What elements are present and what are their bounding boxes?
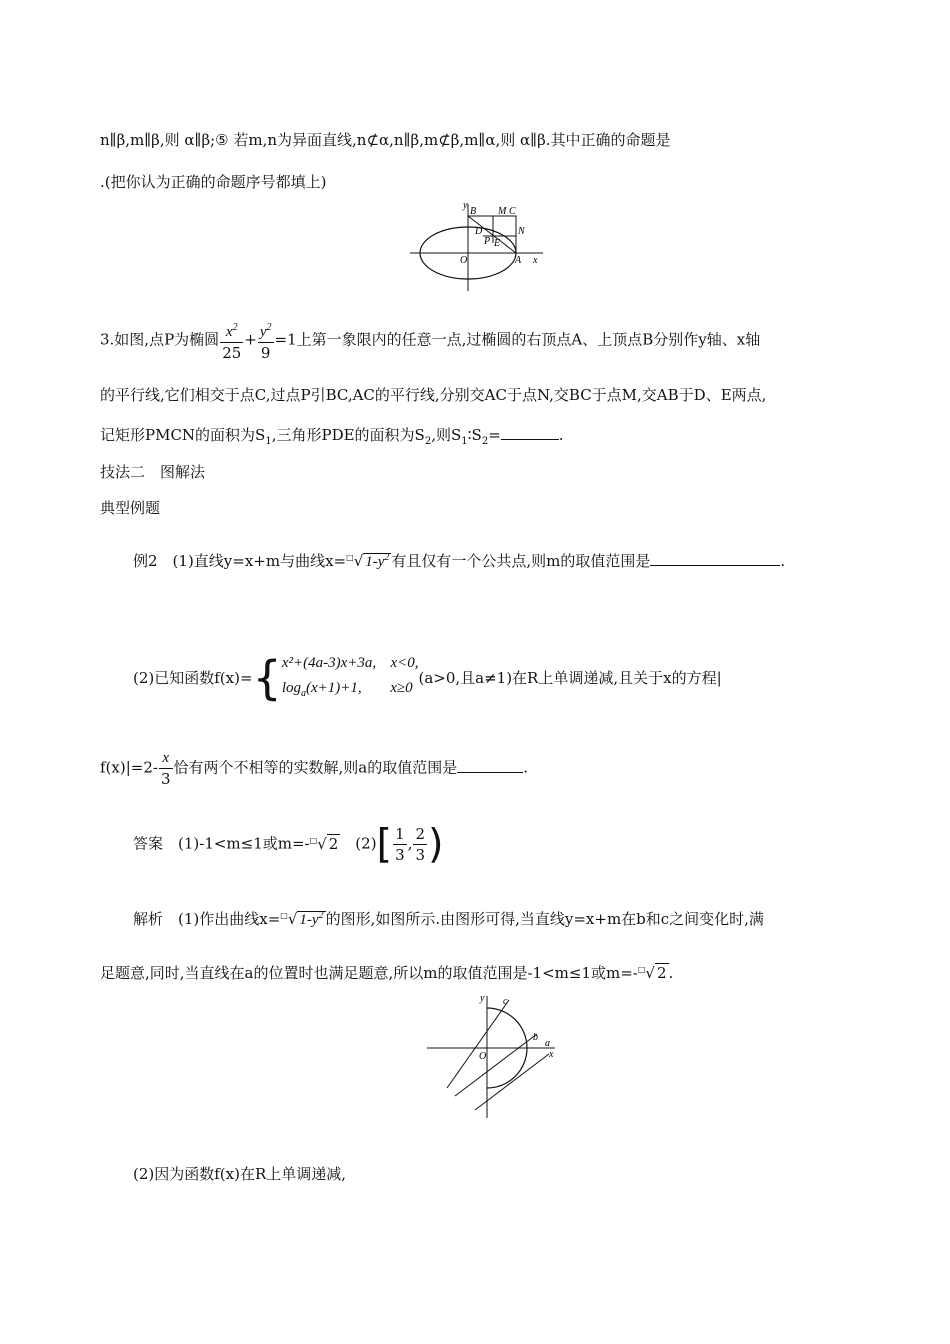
right-paren-icon: )	[428, 821, 444, 868]
subscript: 2	[481, 436, 489, 447]
point-label: O	[460, 255, 468, 266]
brace-icon: {	[252, 651, 282, 705]
answer-blank[interactable]	[501, 425, 559, 440]
point-label: P	[484, 236, 491, 247]
text: =	[488, 426, 501, 444]
example-2-part-1	[133, 548, 785, 572]
radicand: 1-y	[299, 912, 319, 928]
text: 3.如图,点P为椭圆	[100, 330, 220, 349]
text: .	[780, 552, 786, 570]
example-2-part-2-line-2	[100, 748, 528, 789]
numerator: 2	[415, 825, 426, 843]
text-line: .(把你认为正确的命题序号都填上)	[100, 173, 327, 191]
text: =1上第一象限内的任意一点,过椭圆的右顶点A、上顶点B分别作y轴、x轴	[274, 330, 761, 349]
semicircle-figure	[425, 992, 560, 1122]
text: f(x)|=2-	[100, 758, 158, 777]
problem-3-line-3	[100, 425, 564, 452]
text: (2)	[340, 834, 377, 853]
text: 例2 (1)直线y=x+m与曲线x=	[133, 552, 347, 570]
exponent: 2	[384, 552, 390, 563]
radical: □√ 2	[309, 834, 339, 853]
case-2-cond: x≥0	[390, 680, 413, 696]
root-index: □	[280, 911, 288, 920]
section-title: 技法二 图解法	[100, 463, 206, 481]
text: 答案 (1)-1<m≤1或m=-	[133, 834, 310, 853]
part-2-line: (2)因为函数f(x)在R上单调递减,	[133, 1165, 347, 1183]
root-index: □	[309, 835, 318, 845]
ellipse-figure	[405, 198, 550, 293]
text: ,则S	[431, 426, 462, 444]
numerator: x	[159, 748, 173, 769]
text: 记矩形PMCN的面积为S	[100, 426, 266, 444]
text: 解析 (1)作出曲线x=	[133, 910, 281, 928]
radical: □√ 2	[637, 964, 667, 982]
example-2-part-2	[133, 650, 722, 706]
exponent: 2	[266, 322, 272, 333]
case-2-expr: (x+1)+1,	[306, 680, 362, 696]
case-1-expr: x²+(4a-3)x+3a,	[281, 655, 377, 671]
radical: □√ $1-y^2$	[346, 552, 390, 570]
axis-label: y	[463, 200, 468, 211]
problem-3-line-2: 的平行线,它们相交于点C,过点P引BC,AC的平行线,分别交AC于点N,交BC于点M,交AB于D、E两点,	[100, 386, 767, 404]
piecewise	[282, 650, 419, 706]
origin-label: O	[479, 1051, 487, 1062]
point-label: A	[515, 255, 522, 266]
line-label: b	[533, 1032, 538, 1043]
case-1-cond: x<0,	[390, 655, 419, 671]
point-label: M	[498, 206, 507, 217]
denominator: 25	[222, 344, 242, 362]
text: 足题意,同时,当直线在a的位置时也满足题意,所以m的取值范围是-1<m≤1或m=-	[100, 964, 638, 982]
fraction	[258, 318, 274, 363]
subscript: 1	[265, 436, 272, 447]
axis-label: x	[533, 255, 538, 266]
text: 恰有两个不相等的实数解,则a的取值范围是	[173, 758, 458, 777]
point-label: N	[518, 226, 525, 237]
text: 有且仅有一个公共点,则m的取值范围是	[391, 552, 651, 570]
line-label: a	[545, 1038, 550, 1049]
text: .	[668, 964, 674, 982]
left-bracket-icon: [	[376, 821, 393, 868]
text: +	[244, 330, 257, 349]
point-label: E	[494, 238, 501, 249]
answer-blank[interactable]	[650, 551, 780, 566]
answer-blank[interactable]	[457, 758, 523, 773]
point-label: C	[509, 206, 516, 217]
fraction	[413, 824, 427, 865]
analysis-line-1	[133, 906, 764, 930]
numerator: y	[259, 324, 267, 340]
case-2-log: log	[281, 680, 301, 696]
radicand: 2	[328, 834, 339, 853]
subscript: 1	[461, 436, 468, 447]
text: (a>0,且a≠1)在R上单调递减,且关于x的方程|	[418, 669, 722, 687]
fraction	[159, 748, 173, 789]
axis-label: y	[480, 993, 485, 1004]
fraction	[393, 824, 407, 865]
exponent: 2	[232, 322, 238, 333]
point-label: D	[475, 226, 483, 237]
exponent: 2	[318, 910, 324, 921]
denominator: 3	[395, 846, 405, 864]
text: .	[523, 758, 528, 777]
root-index: □	[637, 965, 646, 974]
section-subtitle: 典型例题	[100, 499, 161, 517]
denominator: 3	[415, 846, 426, 864]
denominator: 9	[260, 344, 271, 362]
radicand: 1-y	[365, 554, 385, 570]
text: (2)已知函数f(x)=	[133, 669, 253, 687]
denominator: 3	[160, 770, 171, 788]
numerator: x	[225, 324, 233, 340]
radical: □√ $1-y^2$	[280, 910, 324, 928]
subscript: 2	[424, 436, 432, 447]
answer-line	[133, 821, 444, 868]
text: 的图形,如图所示.由图形可得,当直线y=x+m在b和c之间变化时,满	[325, 910, 764, 928]
log-base: a	[301, 688, 306, 699]
text: ,	[407, 834, 413, 853]
text-line: n∥β,m∥β,则 α∥β;⑤ 若m,n为异面直线,n⊄α,n∥β,m⊄β,m∥α,则 α∥β.其中正确的命题是	[100, 131, 671, 149]
fraction	[220, 318, 243, 363]
analysis-line-2	[100, 960, 673, 983]
root-index: □	[346, 553, 354, 562]
radicand: 2	[656, 964, 667, 982]
axis-label: x	[549, 1049, 554, 1060]
numerator: 1	[395, 825, 405, 843]
point-label: B	[470, 206, 477, 217]
problem-3-line-1	[100, 318, 760, 363]
text: ,三角形PDE的面积为S	[271, 426, 425, 444]
text: ∶S	[467, 426, 482, 444]
line-label: c	[503, 996, 508, 1007]
text: .	[558, 426, 564, 444]
